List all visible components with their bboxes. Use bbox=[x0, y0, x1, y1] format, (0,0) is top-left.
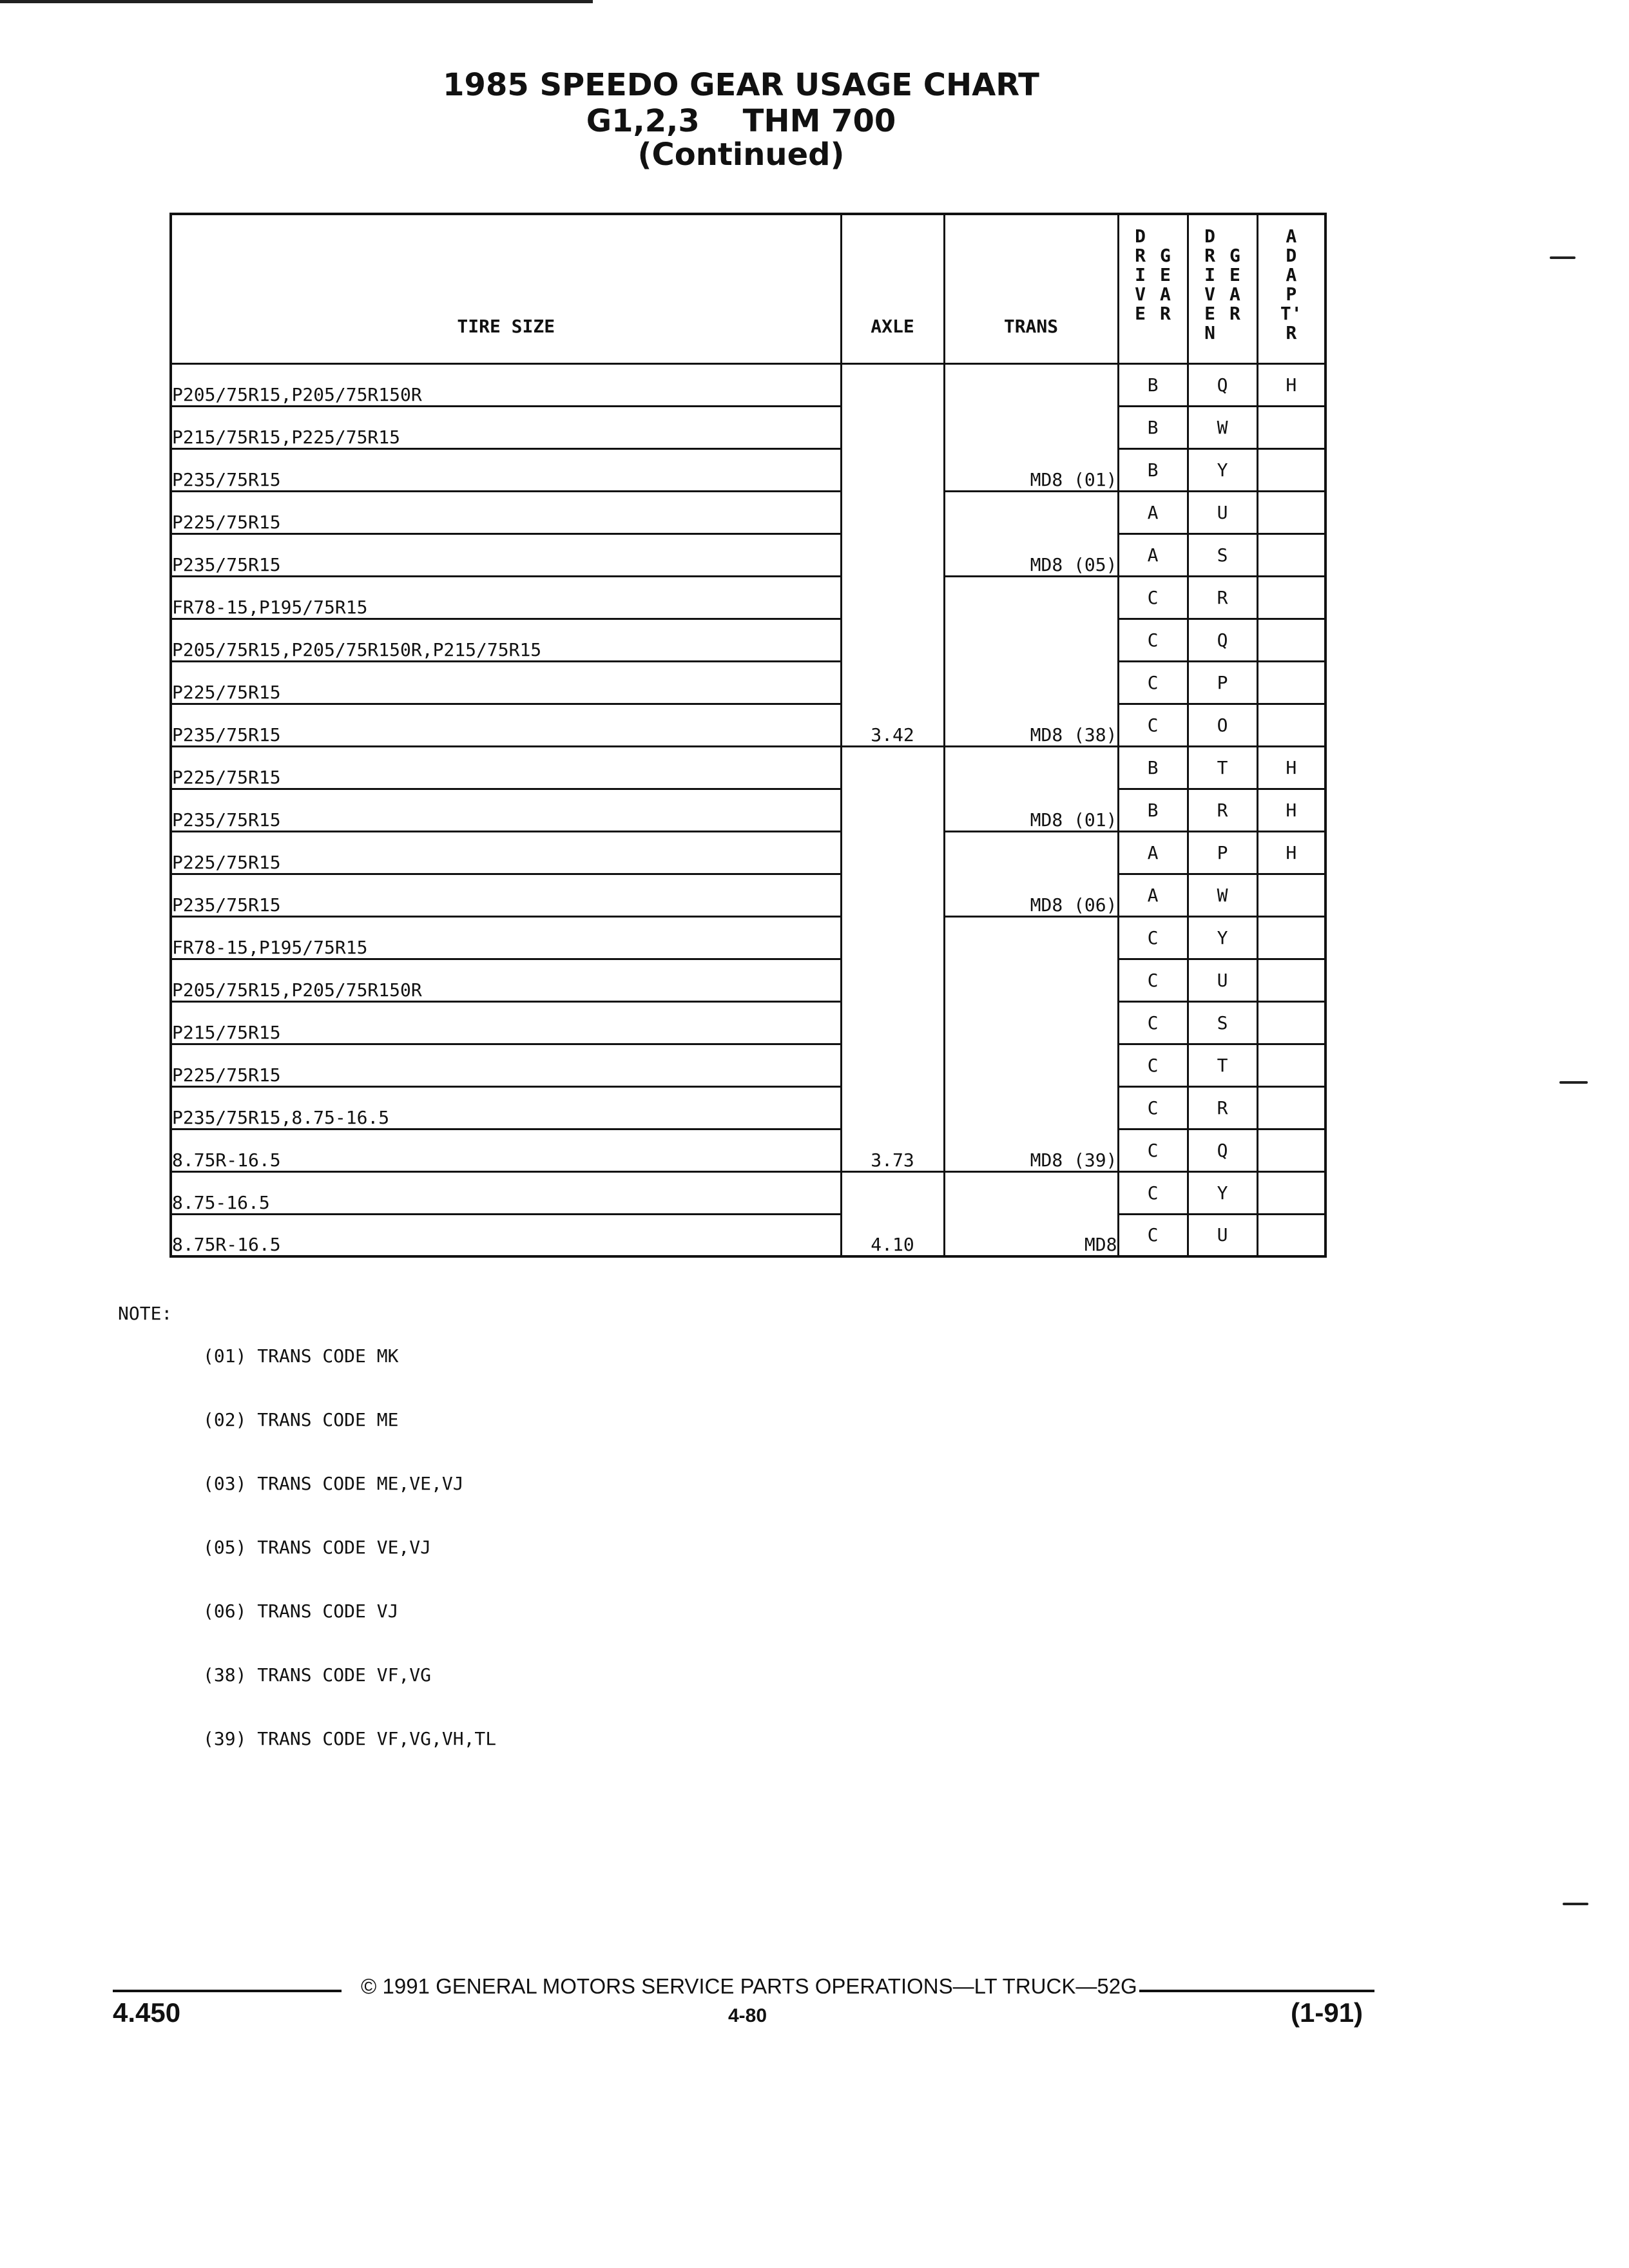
header-letter: A bbox=[1160, 284, 1171, 305]
table-row bbox=[171, 661, 1325, 704]
driven-gear-cell: R bbox=[1188, 1086, 1257, 1129]
header-letter: A bbox=[1286, 264, 1297, 285]
tire-size-cell: P225/75R15 bbox=[171, 746, 841, 789]
drive-gear-cell: B bbox=[1118, 746, 1188, 789]
driven-gear-cell: S bbox=[1188, 1001, 1257, 1044]
tire-size-cell: P235/75R15 bbox=[171, 789, 841, 831]
header-letter: E bbox=[1160, 264, 1171, 285]
tire-size-cell: FR78-15,P195/75R15 bbox=[171, 576, 841, 619]
trans-cell: MD8 bbox=[944, 1171, 1118, 1256]
adapter-cell bbox=[1257, 1171, 1325, 1214]
driven-gear-cell: R bbox=[1188, 789, 1257, 831]
margin-mark bbox=[1550, 256, 1576, 259]
header-letter: E bbox=[1204, 303, 1215, 324]
tire-size-cell: P235/75R15 bbox=[171, 704, 841, 746]
driven-gear-cell: Q bbox=[1188, 619, 1257, 661]
adapter-cell bbox=[1257, 448, 1325, 491]
adapter-cell: H bbox=[1257, 746, 1325, 789]
tire-size-cell: P235/75R15 bbox=[171, 448, 841, 491]
drive-gear-cell: B bbox=[1118, 406, 1188, 448]
adapter-cell bbox=[1257, 874, 1325, 916]
table-row bbox=[171, 704, 1325, 746]
trans-cell: MD8 (39) bbox=[944, 916, 1118, 1171]
adapter-cell bbox=[1257, 1001, 1325, 1044]
trans-cell: MD8 (01) bbox=[944, 363, 1118, 491]
adapter-cell bbox=[1257, 406, 1325, 448]
driven-gear-cell: Q bbox=[1188, 1129, 1257, 1171]
drive-gear-cell: B bbox=[1118, 448, 1188, 491]
page-title: 1985 SPEEDO GEAR USAGE CHART bbox=[443, 67, 1039, 103]
adapter-cell: H bbox=[1257, 831, 1325, 874]
trans-cell: MD8 (38) bbox=[944, 576, 1118, 746]
drive-gear-cell: A bbox=[1118, 874, 1188, 916]
drive-gear-cell: C bbox=[1118, 916, 1188, 959]
note-item: (03) TRANS CODE ME,VE,VJ bbox=[203, 1473, 464, 1494]
drive-gear-cell: C bbox=[1118, 1171, 1188, 1214]
header-letter: G bbox=[1160, 245, 1171, 266]
driven-gear-cell: U bbox=[1188, 1214, 1257, 1256]
note-item: (38) TRANS CODE VF,VG bbox=[203, 1664, 432, 1686]
trans-cell: MD8 (06) bbox=[944, 831, 1118, 916]
driven-gear-cell: Q bbox=[1188, 363, 1257, 406]
driven-gear-cell: Y bbox=[1188, 1171, 1257, 1214]
adapter-cell bbox=[1257, 619, 1325, 661]
header-drive-gear bbox=[1118, 214, 1188, 363]
footer-page-number: 4-80 bbox=[728, 2005, 767, 2026]
tire-size-cell: FR78-15,P195/75R15 bbox=[171, 916, 841, 959]
tire-size-cell: P215/75R15 bbox=[171, 1001, 841, 1044]
driven-gear-cell: U bbox=[1188, 491, 1257, 533]
drive-gear-cell: C bbox=[1118, 576, 1188, 619]
axle-cell: 4.10 bbox=[841, 1171, 944, 1256]
drive-gear-cell: C bbox=[1118, 1001, 1188, 1044]
header-letter: V bbox=[1135, 284, 1146, 305]
drive-gear-cell: A bbox=[1118, 491, 1188, 533]
table-row bbox=[171, 491, 1325, 533]
tire-size-cell: P235/75R15 bbox=[171, 874, 841, 916]
adapter-cell: H bbox=[1257, 789, 1325, 831]
footer-date-code: (1-91) bbox=[1291, 1997, 1364, 2028]
header-driven-gear bbox=[1188, 214, 1257, 363]
drive-gear-cell: C bbox=[1118, 661, 1188, 704]
page-subtitle: G1,2,3 THM 700 bbox=[586, 103, 896, 139]
tire-size-cell: P235/75R15,8.75-16.5 bbox=[171, 1086, 841, 1129]
header-letter: R bbox=[1135, 245, 1146, 266]
header-letter: T' bbox=[1280, 303, 1302, 324]
margin-mark bbox=[1563, 1903, 1588, 1905]
drive-gear-cell: A bbox=[1118, 831, 1188, 874]
tire-size-cell: P215/75R15,P225/75R15 bbox=[171, 406, 841, 448]
tire-size-cell: P225/75R15 bbox=[171, 831, 841, 874]
drive-gear-cell: C bbox=[1118, 619, 1188, 661]
header-letter: I bbox=[1204, 264, 1215, 285]
header-letter: V bbox=[1204, 284, 1215, 305]
adapter-cell bbox=[1257, 1086, 1325, 1129]
drive-gear-cell: C bbox=[1118, 704, 1188, 746]
note-item: (02) TRANS CODE ME bbox=[203, 1409, 399, 1430]
header-letter: N bbox=[1204, 322, 1215, 343]
table-row bbox=[171, 789, 1325, 831]
driven-gear-cell: W bbox=[1188, 406, 1257, 448]
drive-gear-cell: B bbox=[1118, 789, 1188, 831]
header-letter: R bbox=[1160, 303, 1171, 324]
adapter-cell: H bbox=[1257, 363, 1325, 406]
footer-copyright: © 1991 GENERAL MOTORS SERVICE PARTS OPERATIONS—LT TRUCK—52G bbox=[361, 1974, 1137, 1998]
header-letter: D bbox=[1204, 226, 1215, 247]
adapter-cell bbox=[1257, 491, 1325, 533]
adapter-cell bbox=[1257, 704, 1325, 746]
header-letter: I bbox=[1135, 264, 1146, 285]
table-row bbox=[171, 1214, 1325, 1256]
tire-size-cell: P225/75R15 bbox=[171, 1044, 841, 1086]
driven-gear-cell: O bbox=[1188, 704, 1257, 746]
header-letter: R bbox=[1286, 322, 1297, 343]
driven-gear-cell: Y bbox=[1188, 916, 1257, 959]
adapter-cell bbox=[1257, 661, 1325, 704]
trans-cell: MD8 (01) bbox=[944, 746, 1118, 831]
header-letter: E bbox=[1135, 303, 1146, 324]
driven-gear-cell: Y bbox=[1188, 448, 1257, 491]
header-adapter bbox=[1257, 214, 1325, 363]
table-row bbox=[171, 1171, 1325, 1214]
tire-size-cell: P205/75R15,P205/75R150R bbox=[171, 363, 841, 406]
tire-size-cell: P225/75R15 bbox=[171, 491, 841, 533]
footer-rule-right bbox=[1139, 1990, 1374, 1992]
driven-gear-cell: U bbox=[1188, 959, 1257, 1001]
adapter-cell bbox=[1257, 1214, 1325, 1256]
page-subtitle-continued: (Continued) bbox=[637, 137, 845, 173]
tire-size-cell: P205/75R15,P205/75R150R bbox=[171, 959, 841, 1001]
top-rule bbox=[0, 0, 593, 3]
note-label: NOTE: bbox=[118, 1303, 173, 1324]
header-letter: P bbox=[1286, 284, 1297, 305]
driven-gear-cell: R bbox=[1188, 576, 1257, 619]
drive-gear-cell: C bbox=[1118, 1044, 1188, 1086]
header-trans: TRANS bbox=[944, 214, 1118, 363]
drive-gear-cell: C bbox=[1118, 1129, 1188, 1171]
header-letter: D bbox=[1286, 245, 1297, 266]
header-tire-size: TIRE SIZE bbox=[171, 214, 841, 363]
note-item: (01) TRANS CODE MK bbox=[203, 1345, 399, 1367]
margin-mark bbox=[1559, 1081, 1588, 1084]
tire-size-cell: P205/75R15,P205/75R150R,P215/75R15 bbox=[171, 619, 841, 661]
table-row bbox=[171, 363, 1325, 406]
drive-gear-cell: C bbox=[1118, 1214, 1188, 1256]
table-row bbox=[171, 1001, 1325, 1044]
table-row bbox=[171, 1086, 1325, 1129]
table-row bbox=[171, 1129, 1325, 1171]
drive-gear-cell: A bbox=[1118, 533, 1188, 576]
driven-gear-cell: S bbox=[1188, 533, 1257, 576]
table-row bbox=[171, 1044, 1325, 1086]
header-axle: AXLE bbox=[841, 214, 944, 363]
tire-size-cell: 8.75-16.5 bbox=[171, 1171, 841, 1214]
table-row bbox=[171, 576, 1325, 619]
header-letter: R bbox=[1204, 245, 1215, 266]
footer-section-code: 4.450 bbox=[113, 1997, 181, 2028]
drive-gear-cell: C bbox=[1118, 1086, 1188, 1129]
trans-cell: MD8 (05) bbox=[944, 491, 1118, 576]
adapter-cell bbox=[1257, 1129, 1325, 1171]
driven-gear-cell: W bbox=[1188, 874, 1257, 916]
speedo-gear-table bbox=[169, 213, 1327, 1258]
axle-cell: 3.42 bbox=[841, 363, 944, 746]
note-item: (06) TRANS CODE VJ bbox=[203, 1600, 399, 1622]
table-row bbox=[171, 448, 1325, 491]
header-letter: D bbox=[1135, 226, 1146, 247]
driven-gear-cell: T bbox=[1188, 746, 1257, 789]
tire-size-cell: 8.75R-16.5 bbox=[171, 1129, 841, 1171]
header-letter: G bbox=[1229, 245, 1240, 266]
header-letter: R bbox=[1229, 303, 1240, 324]
table-row bbox=[171, 831, 1325, 874]
tire-size-cell: P235/75R15 bbox=[171, 533, 841, 576]
table-row bbox=[171, 874, 1325, 916]
tire-size-cell: P225/75R15 bbox=[171, 661, 841, 704]
drive-gear-cell: C bbox=[1118, 959, 1188, 1001]
note-list bbox=[203, 1303, 496, 1792]
table-row bbox=[171, 746, 1325, 789]
note-item: (05) TRANS CODE VE,VJ bbox=[203, 1537, 432, 1558]
table-row bbox=[171, 959, 1325, 1001]
adapter-cell bbox=[1257, 916, 1325, 959]
table-row bbox=[171, 533, 1325, 576]
header-letter: E bbox=[1229, 264, 1240, 285]
adapter-cell bbox=[1257, 1044, 1325, 1086]
adapter-cell bbox=[1257, 959, 1325, 1001]
adapter-cell bbox=[1257, 533, 1325, 576]
note-item: (39) TRANS CODE VF,VG,VH,TL bbox=[203, 1728, 497, 1749]
table-row bbox=[171, 619, 1325, 661]
axle-cell: 3.73 bbox=[841, 746, 944, 1171]
tire-size-cell: 8.75R-16.5 bbox=[171, 1214, 841, 1256]
driven-gear-cell: T bbox=[1188, 1044, 1257, 1086]
footer-rule-left bbox=[113, 1990, 342, 1992]
table-row bbox=[171, 406, 1325, 448]
driven-gear-cell: P bbox=[1188, 831, 1257, 874]
table-row bbox=[171, 916, 1325, 959]
driven-gear-cell: P bbox=[1188, 661, 1257, 704]
table-header-row bbox=[171, 214, 1325, 363]
adapter-cell bbox=[1257, 576, 1325, 619]
header-letter: A bbox=[1229, 284, 1240, 305]
header-letter: A bbox=[1286, 226, 1297, 247]
drive-gear-cell: B bbox=[1118, 363, 1188, 406]
